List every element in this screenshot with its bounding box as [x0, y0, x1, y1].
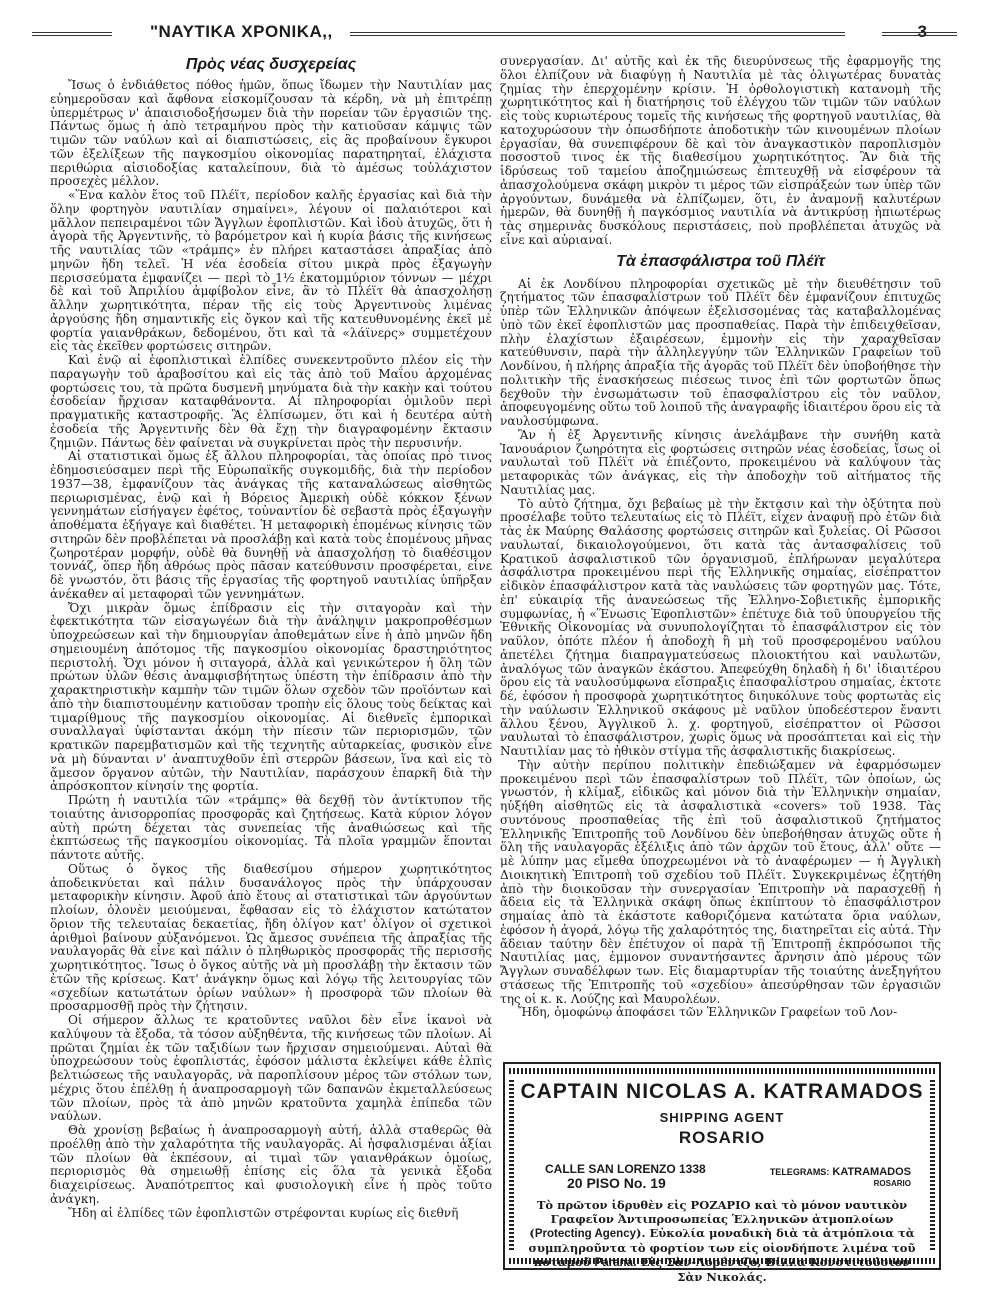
- paragraph: Τὴν αὐτὴν περίπου πολιτικὴν ἐπεδιώξαμεν νὰ ἐφαρμόσωμεν προκειμένου περὶ τῶν ἐπασφαλίστρων τοῦ Πλέϊτ, τῶν ὁποίων, ὡς γνωστόν, ἡ κλίμαξ, εἰδικῶς καὶ μόνον διὰ τὴν Ἑλληνικὴν σημαίαν, ηὐξήθη αἰσθητῶς εἰς τὰ ἀσφαλιστικὰ «covers» τοῦ 1938. Τὰς συντόνους προσπαθείας τῆς ἐπὶ τοῦ ἀσφαλιστικοῦ ζητήματος Ἑλληνικῆς Ἐπιτροπῆς τοῦ Λονδίνου δὲν ὑπεβοήθησαν ἀτυχῶς οὔτε ἡ ὅλη τῆς ναυλαγορᾶς ἐξέλιξις ἀπὸ τῶν ἀρχῶν τοῦ ἔτους, ἀλλ' οὔτε — μὲ λύπην μας εἴμεθα ὑποχρεωμένοι νὰ τὸ ἀναφέρωμεν — ἡ Ἀγγλικὴ Διοικητικὴ Ἐπιτροπὴ τοῦ σχεδίου τοῦ Πλέϊτ. Συγκεκριμένως ἐζητήθη ἀπὸ τὴν διοικοῦσαν τὴν συνεργασίαν Ἐπιτροπὴν νὰ παρασχεθῇ ἡ ἄδεια εἰς τὰ Ἑλληνικὰ σκάφη ὅπως ἐκπίπτουν τὸ ἐπασφάλιστρον σημαίας ἀπὸ τὰ ἑκάστοτε καθοριζόμενα κατώτατα ὅρια ναύλων, ἐφόσον ἡ ἀγορά, λόγῳ τῆς χαλαρότητός της, διατηρεῖται εἰς αὐτά. Τὴν ἄδειαν ταύτην δὲν ἐπέτυχον οἱ παρὰ τῇ Ἐπιτροπῇ ἐκπρόσωποι τῆς Ναυτιλίας μας, ἐμμονον συναντήσαντες ἄρνησιν ἀπὸ μέρους τῶν Ἄγγλων συναδέλφων των. Εἰς διαμαρτυρίαν τῆς τοιαύτης ἀνεξηγήτου στάσεως τῆς Ἐπιτροπῆς τοῦ «σχεδίου» ἀπεσύρθησαν τῶν ἐργασιῶν της οἱ κ. κ. Λούζης καὶ Μαυρολέων.: [500, 757, 941, 1006]
- paragraph-continued: συνεργασίαν. Δι' αὐτῆς καὶ ἐκ τῆς διευρύνσεως τῆς ἐφαρμογῆς της ὅλοι ἐλπίζουν νὰ διαφύγῃ ἡ Ναυτιλία μὲ τὰς ὀλιγωτέρας δυνατὰς ζημίας τὴν ἐπερχομένην κρίσιν. Ἡ ὀρθολογιστικὴ κατανομὴ τῆς χωρητικότητος καὶ ἡ διατήρησις τοῦ ἐλέγχου τῶν τιμῶν τῶν ναύλων εἰς τοὺς κυριωτέρους τομεῖς τῆς κινήσεως τῆς φορτηγοῦ ναυτιλίας, θὰ κατοχυρώσουν τὴν ὁπωσδήποτε ἀποδοτικὴν τῶν κινουμένων πλοίων ἐργασίαν, θὰ συνεπιφέρουν δὲ καὶ τὸν ἀναγκαστικὸν παροπλισμὸν ποσοστοῦ τινος ἐκ τῆς διαθεσίμου χωρητικότητος. Ἂν διὰ τῆς ἱδρύσεως τοῦ ταμείου ἀποζημιώσεως ἐπιτευχθῇ νὰ εἰσφέρουν τὰ ἀπασχολούμενα σκάφη μικρὸν τι μέρος τῶν εἰσπράξεών των ὑπὲρ τῶν ἀργούντων, δυνάμεθα νὰ ἐλπίζωμεν, ὅτι, ἐν ἀναμονῇ καλυτέρων ἡμερῶν, θὰ δυνηθῇ ἡ παγκόσμιος ναυτιλία νὰ ἀντικρύσῃ ἠπιωτέρως τὰς σημερινὰς δυσκόλους περιστάσεις, ποὺ προβλέπεται ἀτυχῶς νὰ εἶνε καὶ αὐριαναί.: [500, 54, 941, 247]
- ad-address-line1: CALLE SAN LORENZO 1338: [545, 1162, 706, 1176]
- paragraph: Καὶ ἐνῷ αἱ ἐφοπλιστικαὶ ἐλπίδες συνεκεντροῦντο πλέον εἰς τὴν παραγωγὴν τοῦ ἀραβοσίτου καὶ εἰς τὰς ἀπὸ τοῦ Μαΐου ἀρχομένας φορτώσεις του, τὰ πρῶτα δυσμενῆ μηνύματα διὰ τὴν κακὴν καὶ τούτου ἐσοδείαν ἤρχισαν καταφθάνοντα. Αἱ πληροφορίαι ὁμιλοῦν περὶ πραγματικῆς καταστροφῆς. Ἂς ἐλπίσωμεν, ὅτι καὶ ἡ δευτέρα αὐτὴ ἐσοδεία τῆς Ἀργεντινῆς δὲν θὰ ἔχῃ τὴν διαγραφομένην ἔκτασιν ζημιῶν. Πάντως δὲν φαίνεται νὰ συγκρίνεται πρὸς τὴν περυσινήν.: [50, 353, 492, 450]
- paragraph: Ἴσως ὁ ἐνδιάθετος πόθος ἡμῶν, ὅπως ἴδωμεν τὴν Ναυτιλίαν μας εὐημεροῦσαν καὶ ἄφθονα εἰσκομίζουσαν τὰ κέρδη, νὰ μὴ ἐπιτρέπῃ ὑπερμέτρως ν' ἀπαισιοδοξήσωμεν διὰ τὴν πορείαν τῶν ἐργασιῶν της. Πάντως ὅμως ἡ ἀπὸ τετραμήνου πρὸς τὴν κατιοῦσαν κάμψις τῶν τιμῶν τῶν ναύλων καὶ αἱ διαπιστώσεις, εἰς ἃς προβαίνουν ἔγκυροι τῶν ἐξελίξεων τῆς παγκοσμίου οἰκονομίας παρατηρηταί, ἐλάχιστα περιθώρια αἰσιοδοξίας καταλείπουν, διὰ τὸ ἀμέσως τοὐλάχιστον προσεχὲς μέλλον.: [50, 78, 492, 189]
- right-column: [500, 55, 941, 1020]
- ad-border-left: [509, 1080, 514, 1252]
- ad-description-bold: Protecting Agency: [534, 1228, 636, 1240]
- paragraph: Θὰ χρονίσῃ βεβαίως ἡ ἀναπροσαρμογὴ αὐτή, ἀλλὰ σταθερῶς θὰ προέλθῃ ἀπὸ τὴν χαλαρότητα τῆς ναυλαγορᾶς. Αἱ ἠσφαλισμέναι ἀξίαι τῶν πλοίων θὰ ἐκπέσουν, αἱ τιμαὶ τῶν γαιανθράκων ὁμοίως, περιορισμὸς θὰ σημειωθῇ ἐπίσης εἰς ὅλα τὰ γενικὰ ἔξοδα διαχειρίσεως. Ἀναπότρεπτος καὶ φυσιολογικὴ εἶνε ἡ πρὸς τοῦτο ἀνάγκη.: [50, 1123, 492, 1206]
- ad-description-text: ). Εὐκολία μοναδικὴ διὰ τὰ ἀτμόπλοια τὰ συμπληροῦντα τὸ φορτίον των εἰς οἱονδήποτε λιμένα τοῦ ποταμοῦ: [528, 1226, 916, 1269]
- paragraph: Ὄχι μικρὰν ὅμως ἐπίδρασιν εἰς τὴν σιταγορὰν καὶ τὴν ἐφεκτικότητα τῶν εἰσαγωγέων διὰ τὴν ἀνάληψιν μακροπροθέσμων ὑποχρεώσεων καὶ τὴν δημιουργίαν ἀποθεμάτων εἶνε ἡ ἀπὸ μηνῶν ἤδη σημειουμένη ἀπότομος τῆς παγκοσμίου οἰκονομίας δραστηριότητος περιστολή. Ὄχι μόνον ἡ σιταγορά, ἀλλὰ καὶ γενικώτερον ἡ ὅλη τῶν πρώτων ὑλῶν θέσις ἀναμφισβήτητως ὑπέστη τὴν ἐπίδρασιν ἀπὸ τὴν χαρακτηριστικὴν καμπὴν τῶν τιμῶν ὅλων σχεδὸν τῶν προϊόντων καὶ ἀπὸ τὴν διαπιστουμένην κατιοῦσαν τροπὴν εἰς ὅλους τοὺς δείκτας καὶ τιμαρίθμους τῆς παγκοσμίου οἰκονομίας. Αἱ διεθνεῖς ἐμπορικαὶ συναλλαγαὶ ὑφίστανται ἀκόμη τὴν πίεσιν τῶν περιορισμῶν, τῶν κρατικῶν παρεμβατισμῶν καὶ τῆς τεχνητῆς αὐταρκείας, φυσικὸν εἶνε νὰ μὴ δύνανται ν' ἀναπτυχθοῦν ἐπὶ στερρῶν βάσεων, ἵνα καὶ εἰς τὸ ἄμεσον ὄργανον αὐτῶν, τὴν Ναυτιλίαν, παράσχουν ἐπαρκῆ διὰ τὴν ἀπρόσκοπτον κίνησίν της φορτία.: [50, 600, 492, 794]
- masthead-rule-left: [32, 32, 112, 36]
- ad-telegrams-label: TELEGRAMS:: [769, 1167, 830, 1177]
- paragraph: «Ἕνα καλὸν ἔτος τοῦ Πλέϊτ, περίοδον καλῆς ἐργασίας καὶ διὰ τὴν ὅλην φορτηγὸν ναυτιλίαν σημαίνει», λέγουν οἱ παλαιότεροι καὶ μᾶλλον πεπειραμένοι τῶν Ἄγγλων ἐφοπλιστῶν. Καὶ ἰδοὺ ἀτυχῶς, ὅτι ἡ ἀγορὰ τῆς Ἀργεντινῆς, τὸ βαρόμετρον καὶ ἡ κυρία βάσις τῆς κινήσεως τῆς ναυτιλίας τῶν «τράμπς» ἐν πλήρει καταστάσει ἀπραξίας ἀπὸ μηνῶν ἤδη τελεῖ. Ἡ νέα ἐσοδεία σίτου μικρὰ πρὸς ἐξαγωγὴν περισσεύματα ἐμφανίζει — περὶ τὸ 1½ ἑκατομμύριον τόννων — μέχρι δὲ καὶ τοῦ Ἀπριλίου ἀμφίβολον εἶνε, ἂν τὸ Πλέϊτ θὰ ἀπασχολήσῃ ἄλλην χωρητικότητα, πέραν τῆς εἰς τοὺς Ἀργεντινοὺς λιμένας ἀργούσης ἤδη σημαντικῆς εἰς ὄγκον καὶ τῆς κατευθυνομένης ἐκεῖ μὲ φορτία γαιανθράκων, δεδομένου, ὅτι καὶ τὰ «λάϊνερς» συμμετέχουν εἰς τὰς ἐκεῖθεν φορτώσεις σιτηρῶν.: [50, 188, 492, 354]
- ad-description: [525, 1198, 919, 1284]
- page-number: 3: [917, 22, 927, 41]
- ad-description-text: Τὸ πρῶτον ἱδρυθὲν εἰς ΡΟΖΑΡΙΟ καὶ τὸ μόνον ναυτικὸν Γραφεῖον Ἀντιπροσωπείας Ἑλληνικῶν ἀτμοπλοίων (: [529, 1198, 908, 1240]
- masthead-rule-middle: [350, 32, 845, 36]
- ad-border-right: [930, 1080, 935, 1252]
- paragraph: Αἱ στατιστικαὶ ὅμως ἐξ ἄλλου πληροφορίαι, τὰς ὁποίας πρὸ τινος ἐδημοσιεύσαμεν περὶ τῆς Εὐρωπαϊκῆς συγκομιδῆς, διὰ τὴν περίοδον 1937—38, ἐμφανίζουν τὰς ἀνάγκας τῆς καταναλώσεως αἰσθητῶς περιωρισμένας, ἐνῷ καὶ ἡ Βόρειος Ἀμερικὴ οὐδὲ κόκκον ξένων γεννημάτων εἰσήγαγεν ἐφέτος, τοὐναντίον δὲ σεβαστὰ πρὸς ἐξαγωγὴν ἀποθέματα ἐξήγαγε καὶ διαθέτει. Ἡ μεταφορικὴ ἑπομένως κίνησις τῶν σιτηρῶν δὲν προβλέπεται νὰ προσλάβῃ καὶ κατὰ τοὺς ἑπομένους μῆνας ζωηροτέραν μορφήν, οὐδὲ θὰ δυνηθῇ νὰ ἀπασχολήσῃ τὸ διαθέσιμον τοννάζ, ὅπερ ἤδη ἀθρόως πρὸς πᾶσαν κατεύθυνσιν προσφέρεται, εἶνε δὲ γνωστόν, ὅτι βάσις τῆς ἐργασίας τῆς φορτηγοῦ ναυτιλίας ὑπῆρξαν ἀνέκαθεν αἱ μεταφοραὶ τῶν γεννημάτων.: [50, 449, 492, 601]
- article-heading-difficulties: Πρὸς νέας δυσχερείας: [185, 56, 357, 73]
- article-heading-plate-premiums: Τὰ ἐπασφάλιστρα τοῦ Πλέϊτ: [616, 252, 825, 270]
- ad-border-top: [509, 1068, 935, 1074]
- ad-description-bold: Parana: [594, 1257, 633, 1269]
- ad-description-text: . Εἰς Σὰν-Λορέντζο, Βίλλα Κονστιτούσιον Σὰν Νικολάς.: [632, 1255, 911, 1284]
- ad-telegrams-city: ROSARIO: [873, 1179, 911, 1188]
- masthead-rule-right: [882, 32, 957, 36]
- paragraph: Τὸ αὐτὸ ζήτημα, ὄχι βεβαίως μὲ τὴν ἔκτασιν καὶ τὴν ὀξύτητα ποὺ προσέλαβε τοῦτο τελευταίως εἰς τὸ Πλέϊτ, εἶχεν ἀναφυῇ πρὸ ἐτῶν διὰ τὰς ἐκ Μαύρης Θαλάσσης φορτώσεις σιτηρῶν καὶ ξυλείας. Οἱ Ρῶσσοι ναυλωταί, δικαιολογούμενοι, ὅτι κατὰ τὰς ἀντασφαλίσεις τοῦ Κρατικοῦ ἀσφαλιστικοῦ τῶν ὀργανισμοῦ, ἐπλήρωναν μεγαλύτερα ἀσφάλιστρα προκειμένου περὶ τῆς Ἑλληνικῆς σημαίας, εἰσέπραττον εἰδικὸν ἐπασφάλιστρον κατὰ τὰς ναυλώσεις τῶν φορτηγῶν μας. Τότε, ἐπ' εὐκαιρίᾳ τῆς ἀνανεώσεως τῆς Ἑλληνο-Σοβιετικῆς ἐμπορικῆς συμφωνίας, ἡ «Ἕνωσις Ἐφοπλιστῶν» ἐπέτυχε διὰ τοῦ ὑπουργείου τῆς Ἐθνικῆς Οἰκονομίας νὰ συνυπολογίζηται τὸ ἐπασφάλιστρον εἰς τὸν ναῦλον, ὁπότε πλέον ἡ ἀποδοχὴ ἢ μὴ τοῦ προσφερομένου ναύλου ἀπετέλει ζήτημα διαπραγματεύσεως πλοιοκτήτου καὶ ναυλωτῶν, ἀναλόγως τῶν ἀναγκῶν ἑκάστου. Ἀπεφεύχθη δηλαδὴ ἡ δι' ἰδιαιτέρου ὅρου εἰς τὰ ναυλοσύμφωνα εἴσπραξις ἐπασφαλίστρου σημαίας, ἐκτοτε δέ, ἐφόσον ἡ προσφορὰ χωρητικότητος διηυκόλυνε τοὺς φορτωτὰς εἰς τὴν ναύλωσιν Ἑλληνικοῦ σκάφους μὲ ναῦλον ὑποδεέστερον ἔναντι ἄλλου ξένου, Ἀγγλικοῦ λ. χ. φορτηγοῦ, εἰσέπραττον οἱ Ρῶσσοι ναυλωταὶ τὸ ἐπασφάλιστρον, χωρὶς ὅμως νὰ προσάπτεται καὶ εἰς τὴν Ναυτιλίαν μας τὸ ἠθικὸν στίγμα τῆς ἀσφαλιστικῆς διακρίσεως.: [500, 496, 941, 758]
- paragraph: Οἱ σήμερον ἄλλως τε κρατοῦντες ναῦλοι δὲν εἶνε ἱκανοὶ νὰ καλύψουν τὰ ἔξοδα, τὰ τόσον αὐξηθέντα, τῆς κινήσεως τῶν πλοίων. Αἱ πρῶται ζημίαι ἐκ τῶν ταξιδίων των ἤρχισαν σημειούμεναι. Αὐταὶ θὰ ὑποχρεώσουν τοὺς ἐφοπλιστάς, ἐφόσον μάλιστα ἐκλείψει κάθε ἐλπὶς βελτιώσεως τῆς ναυλαγορᾶς, νὰ παροπλίσουν μέρος τῶν στόλων των, μέχρις ὅτου ἐπέλθῃ ἡ ἀναπροσαρμογὴ τῶν δαπανῶν ἐκμεταλλεύσεως τῶν πλοίων, πρὸς τὰ ἀπὸ μηνῶν κρατοῦντα χαμηλὰ ἐπίπεδα τῶν ναύλων.: [50, 1013, 492, 1124]
- paragraph: Ἤδη, ὁμοφώνῳ ἀποφάσει τῶν Ἑλληνικῶν Γραφείων τοῦ Λον-: [518, 1005, 898, 1020]
- ad-telegrams-name: KATRAMADOS: [832, 1166, 911, 1178]
- ad-city: ROSARIO: [678, 1128, 766, 1147]
- ad-address-line2: 20 PISO No. 19: [567, 1175, 666, 1191]
- paragraph: Ἂν ἡ ἐξ Ἀργεντινῆς κίνησις ἀνελάμβανε τὴν συνήθη κατὰ Ἰανουάριον ζωηρότητα εἰς φορτώσεις σιτηρῶν νέας ἐσοδείας, ἴσως οἱ ναυλωταὶ τοῦ Πλέϊτ νὰ ἐπιέζοντο, προκειμένου νὰ καλύψουν τὰς μεταφορικὰς τῶν ἀνάγκας, εἰς τὴν ἀποδοχὴν τοῦ αἰτήματος τῆς Ναυτιλίας μας.: [500, 427, 941, 497]
- paragraph: Πρώτη ἡ ναυτιλία τῶν «τράμπς» θὰ δεχθῇ τὸν ἀντίκτυπον τῆς τοιαύτης ἀνισορροπίας προσφορᾶς καὶ ζητήσεως. Κατὰ κύριον λόγον αὐτὴ πρώτη δέχεται τὰς συνεπείας τῆς ἀναθιώσεως καὶ τῆς ἐκπτώσεως τῆς παγκοσμίου οἰκονομίας. Τὰ πλοῖα γραμμῶν ἕπονται πάντοτε αὐτῆς.: [50, 793, 492, 862]
- paragraph: Ἤδη αἱ ἐλπίδες τῶν ἐφοπλιστῶν στρέφονται κυρίως εἰς διεθνῆ: [68, 1205, 459, 1220]
- ad-telegrams: [770, 1166, 911, 1190]
- ad-address: [545, 1162, 706, 1190]
- paragraph: Αἱ ἐκ Λονδίνου πληροφορίαι σχετικῶς μὲ τὴν διευθέτησιν τοῦ ζητήματος τῶν ἐπασφαλίστρων τοῦ Πλέϊτ δὲν ἐμφανίζουν ἐπιτυχῶς ὑπὲρ τῶν Ἑλληνικῶν ἀπόψεων ἐξελισσομένας τὰς καταβαλλομένας ὑπὸ τῶν ἐκεῖ ἐφοπλιστῶν μας προσπαθείας. Παρὰ τὴν ἐπιδειχθεῖσαν, πλὴν ἐλαχίστων ἐξαιρέσεων, ἐμμονὴν εἰς τὴν χαραχθεῖσαν κατεύθυνσιν, παρὰ τὴν ἀλληλεγγύην τῶν Ἑλληνικῶν Γραφείων τοῦ Λονδίνου, ἡ πλήρης ἀπραξία τῆς ἀγορᾶς τοῦ Πλέϊτ δὲν ὑποβοήθησε τὴν πολιτικὴν τῆς ἐνασκήσεως πιέσεως τινος ἐπὶ τῶν φορτωτῶν ὅπως δεχθοῦν τὴν ἐνσωμάτωσιν τοῦ ἐπασφαλίστρου εἰς τὸν ναῦλον, ἀποφευγομένης οὕτω τοῦ λοιποῦ τῆς ἀναγραφῆς ἰδιαιτέρου ὅρου εἰς τὰ ναυλοσύμφωνα.: [500, 276, 941, 428]
- shipping-agent-advertisement: [503, 1062, 941, 1284]
- ad-agent-name: CAPTAIN NICOLAS A. KATRAMADOS: [520, 1080, 924, 1103]
- left-column: [50, 55, 492, 1220]
- ad-agent-role: SHIPPING AGENT: [659, 1110, 785, 1125]
- paragraph: Οὕτως ὁ ὄγκος τῆς διαθεσίμου σήμερον χωρητικότητος ἀποδεικνύεται καὶ πάλιν δυσανάλογος πρὸς τὴν ὑπάρχουσαν μεταφορικὴν κίνησιν. Ἀφοῦ ἀπὸ ἔτους αἱ στατιστικαὶ τῶν ἀργούντων πλοίων, ὁλονὲν μειούμεναι, ἔφθασαν εἰς τὸ ἐλάχιστον κατώτατον ὅριον τῆς τελευταίας δεκαετίας, ἤδη ὀλίγον κατ' ὀλίγον οἱ σχετικοὶ ἀριθμοὶ βαίνουν αὐξανόμενοι. Ὡς ἄμεσος συνέπεια τῆς ἀπραξίας τῆς ναυλαγορᾶς θὰ εἶνε καὶ πάλιν ὁ πληθωρικὸς προσφορᾶς τῆς περισσῆς χωρητικότητος. Ἴσως ὁ ὄγκος αὐτῆς νὰ μὴ προσλάβῃ τὴν ἔκτασιν τῶν ἐτῶν τῆς κρίσεως. Κατ' ἀνάγκην ὅμως καὶ λόγῳ τῆς λειτουργίας τῶν «σχεδίων κατωτάτων ὁρίων ναύλων» ἡ προσφορὰ τῶν πλοίων θὰ προσαρμοσθῇ πρὸς τὴν ζήτησιν.: [50, 861, 492, 1014]
- masthead: [32, 22, 957, 46]
- newspaper-title: "ΝΑΥΤΙΚΑ ΧΡΟΝΙΚΑ,,: [150, 22, 333, 41]
